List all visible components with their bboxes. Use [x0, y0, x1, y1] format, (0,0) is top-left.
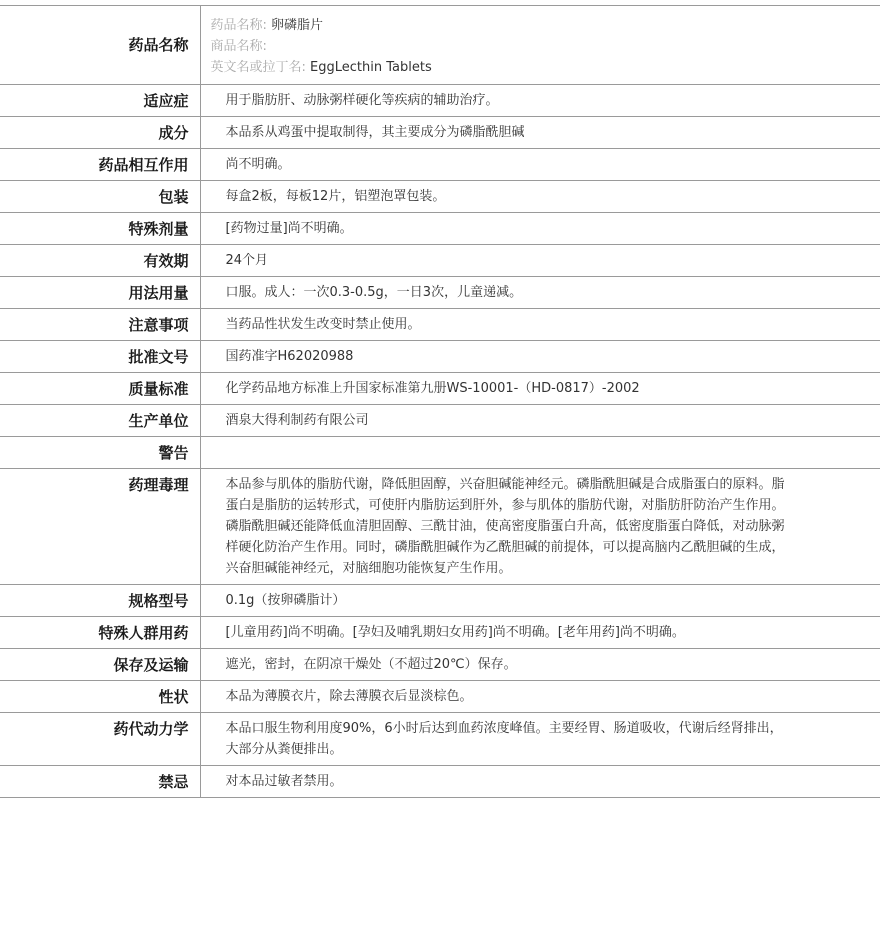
- row-quality-standard: [0, 373, 880, 405]
- english-name-label: 英文名或拉丁名:: [210, 60, 306, 75]
- validity-value: 24个月: [225, 253, 269, 268]
- warnings-label: 警告: [0, 437, 200, 469]
- specification-value: 0.1g（按卵磷脂计）: [225, 593, 346, 608]
- row-storage-transport: [0, 649, 880, 681]
- row-usage-dosage: [0, 277, 880, 309]
- storage-transport-label: 保存及运输: [0, 649, 200, 681]
- row-interactions: [0, 149, 880, 181]
- row-pharmacokinetics: [0, 713, 880, 766]
- trade-name-label: 商品名称:: [210, 39, 267, 54]
- pharmacology-toxicology-label: 药理毒理: [0, 469, 200, 585]
- pharmacokinetics-label: 药代动力学: [0, 713, 200, 766]
- drug-info-body: [0, 6, 880, 798]
- row-packaging: [0, 181, 880, 213]
- indications-label: 适应症: [0, 85, 200, 117]
- pharmacokinetics-value: 本品口服生物利用度90%，6小时后达到血药浓度峰值。主要经胃、肠道吸收，代谢后经肾排出，大部分从粪便排出。: [225, 721, 783, 757]
- pharmacology-toxicology-value: 本品参与肌体的脂肪代谢，降低胆固醇，兴奋胆碱能神经元。磷脂酰胆碱是合成脂蛋白的原料。脂蛋白是脂肪的运转形式，可使肝内脂肪运到肝外，参与肌体的脂肪代谢，对脂肪肝防治产生作用。磷脂酰胆碱还能降低血清胆固醇、三酰甘油，使高密度脂蛋白升高，低密度脂蛋白降低，对动脉粥样硬化防治产生作用。同时，磷脂酰胆碱作为乙酰胆碱的前提体，可以提高脑内乙酰胆碱的生成，兴奋胆碱能神经元，对脑细胞功能恢复产生作用。: [225, 477, 785, 576]
- manufacturer-label: 生产单位: [0, 405, 200, 437]
- row-appearance: [0, 681, 880, 713]
- row-warnings: [0, 437, 880, 469]
- special-dosage-label: 特殊剂量: [0, 213, 200, 245]
- quality-standard-value: 化学药品地方标准上升国家标准第九册WS-10001-（HD-0817）-2002: [225, 381, 640, 396]
- row-pharmacology-toxicology: [0, 469, 880, 585]
- indications-value: 用于脂肪肝、动脉粥样硬化等疾病的辅助治疗。: [225, 93, 499, 108]
- row-approval-number: [0, 341, 880, 373]
- manufacturer-value: 酒泉大得利制药有限公司: [225, 413, 369, 428]
- contraindications-label: 禁忌: [0, 766, 200, 798]
- packaging-label: 包装: [0, 181, 200, 213]
- special-populations-value: [儿童用药]尚不明确。[孕妇及哺乳期妇女用药]尚不明确。[老年用药]尚不明确。: [225, 625, 685, 640]
- row-special-populations: [0, 617, 880, 649]
- usage-dosage-value: 口服。成人：一次0.3-0.5g，一日3次，儿童递减。: [225, 285, 523, 300]
- appearance-value: 本品为薄膜衣片，除去薄膜衣后显淡棕色。: [225, 689, 473, 704]
- generic-name-label: 药品名称:: [210, 18, 267, 33]
- precautions-value: 当药品性状发生改变时禁止使用。: [225, 317, 421, 332]
- appearance-label: 性状: [0, 681, 200, 713]
- row-validity: [0, 245, 880, 277]
- specification-label: 规格型号: [0, 585, 200, 617]
- interactions-label: 药品相互作用: [0, 149, 200, 181]
- contraindications-value: 对本品过敏者禁用。: [225, 774, 343, 789]
- drug-name-details: [200, 6, 880, 85]
- precautions-label: 注意事项: [0, 309, 200, 341]
- row-drug-name: [0, 6, 880, 85]
- drug-info-table: [0, 5, 880, 798]
- row-indications: [0, 85, 880, 117]
- generic-name-line: [211, 15, 871, 36]
- storage-transport-value: 遮光，密封，在阴凉干燥处（不超过20℃）保存。: [225, 657, 517, 672]
- trade-name-line: [211, 36, 871, 57]
- row-specification: [0, 585, 880, 617]
- warnings-value: [200, 437, 880, 469]
- approval-number-label: 批准文号: [0, 341, 200, 373]
- row-special-dosage: [0, 213, 880, 245]
- english-name-line: [211, 57, 871, 78]
- row-manufacturer: [0, 405, 880, 437]
- validity-label: 有效期: [0, 245, 200, 277]
- special-populations-label: 特殊人群用药: [0, 617, 200, 649]
- english-name-value: EggLecthin Tablets: [310, 60, 432, 75]
- interactions-value: 尚不明确。: [225, 157, 291, 172]
- generic-name-value: 卵磷脂片: [271, 18, 324, 33]
- composition-value: 本品系从鸡蛋中提取制得，其主要成分为磷脂酰胆碱: [225, 125, 525, 140]
- row-precautions: [0, 309, 880, 341]
- packaging-value: 每盒2板，每板12片，铝塑泡罩包装。: [225, 189, 446, 204]
- composition-label: 成分: [0, 117, 200, 149]
- row-contraindications: [0, 766, 880, 798]
- approval-number-value: 国药准字H62020988: [225, 349, 354, 364]
- quality-standard-label: 质量标准: [0, 373, 200, 405]
- row-composition: [0, 117, 880, 149]
- special-dosage-value: [药物过量]尚不明确。: [225, 221, 353, 236]
- usage-dosage-label: 用法用量: [0, 277, 200, 309]
- drug-name-label: 药品名称: [0, 6, 200, 85]
